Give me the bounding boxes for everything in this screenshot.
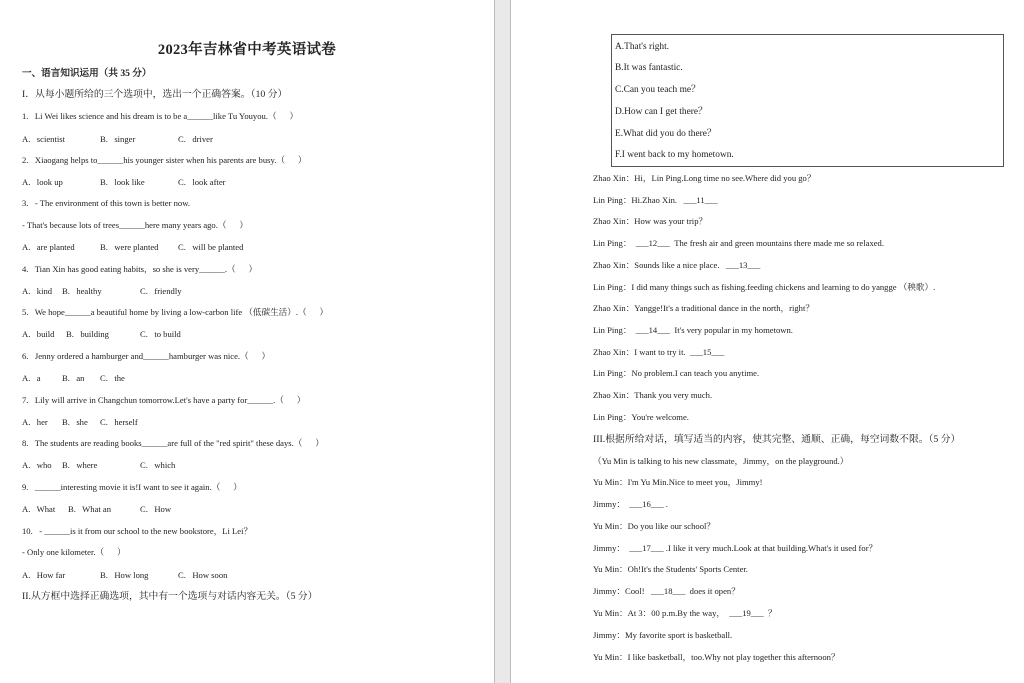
q7-option-b: B. she: [62, 417, 88, 427]
dialog-line: Yu Min：I like basketball，too.Why not play together this afternoon？: [593, 652, 840, 662]
dialog-line: Jimmy： ___16___ .: [593, 499, 668, 509]
dialog-line: Jimmy：Cool! ___18___ does it open？: [593, 586, 740, 596]
question-5: 5. We hope______a beautiful home by living a low-carbon life （低碳生活）.（ ）: [22, 307, 329, 317]
q7-option-a: A. her: [22, 417, 48, 427]
q4-option-b: B. healthy: [62, 286, 102, 296]
dialog-line: Lin Ping：I did many things such as fishing.feeding chickens and learning to do yangge （秧歌）.: [593, 282, 936, 292]
q9-option-c: C. How: [140, 504, 172, 514]
q10-option-c: C. How soon: [178, 570, 228, 580]
q5-option-b: B. building: [66, 329, 109, 339]
question-9: 9. ______interesting movie it is!I want to see it again.（ ）: [22, 482, 242, 492]
dialog-line: Zhao Xin：I want to try it. ___15___: [593, 347, 725, 357]
q4-option-a: A. kind: [22, 286, 53, 296]
q10-option-b: B. How long: [100, 570, 149, 580]
q7-option-c: C. herself: [100, 417, 138, 427]
dialog-line: Zhao Xin：Thank you very much.: [593, 390, 713, 400]
dialog-line: Jimmy：My favorite sport is basketball.: [593, 630, 733, 640]
exam-title: 2023年吉林省中考英语试卷: [157, 42, 337, 58]
dialog-line: Zhao Xin：Hi，Lin Ping.Long time no see.Where did you go？: [593, 173, 816, 183]
question-4: 4. Tian Xin has good eating habits，so she is very______.（ ）: [22, 264, 258, 274]
dialog-line: Lin Ping： ___14___ It's very popular in my hometown.: [593, 325, 793, 335]
q9-option-a: A. What: [22, 504, 56, 514]
box-option-e: E.What did you do there？: [615, 129, 717, 139]
question-8: 8. The students are reading books______are full of the "red spirit" these days.（ ）: [22, 438, 324, 448]
box-option-a: A.That's right.: [615, 42, 670, 52]
dialog-line: Zhao Xin：Sounds like a nice place. ___13___: [593, 260, 761, 270]
scene-description: （Yu Min is talking to his new classmate，Jimmy，on the playground.）: [593, 456, 849, 466]
q4-option-c: C. friendly: [140, 286, 182, 296]
box-option-f: F.I went back to my hometown.: [615, 150, 734, 160]
dialog-line: Lin Ping：You're welcome.: [593, 412, 689, 422]
question-3-line-2: - That's because lots of trees______here many years ago.（ ）: [22, 220, 248, 230]
q3-option-c: C. will be planted: [178, 242, 244, 252]
q5-option-c: C. to build: [140, 329, 181, 339]
question-7: 7. Lily will arrive in Changchun tomorrow.Let's have a party for______.（ ）: [22, 395, 306, 405]
q1-option-a: A. scientist: [22, 134, 65, 144]
box-option-c: C.Can you teach me？: [615, 85, 701, 95]
q1-option-c: C. driver: [178, 134, 213, 144]
box-option-b: B.It was fantastic.: [615, 63, 683, 73]
dialog-line: Yu Min：Do you like our school？: [593, 521, 715, 531]
q3-option-b: B. were planted: [100, 242, 159, 252]
question-2: 2. Xiaogang helps to______his younger sister when his parents are busy.（ ）: [22, 155, 307, 165]
q9-option-b: B. What an: [68, 504, 112, 514]
dialog-line: Yu Min：At 3：00 p.m.By the way， ___19___ ？: [593, 608, 777, 618]
dialog-line: Lin Ping：No problem.I can teach you anytime.: [593, 368, 760, 378]
q8-option-c: C. which: [140, 460, 176, 470]
dialog-line: Jimmy： ___17___ .I like it very much.Look at that building.What's it used for？: [593, 543, 878, 553]
q6-option-b: B. an: [62, 373, 85, 383]
options-box: [611, 34, 1004, 167]
q5-option-a: A. build: [22, 329, 55, 339]
q8-option-a: A. who: [22, 460, 52, 470]
q10-option-a: A. How far: [22, 570, 66, 580]
q8-option-b: B. where: [62, 460, 98, 470]
question-6: 6. Jenny ordered a hamburger and______hamburger was nice.（ ）: [22, 351, 271, 361]
dialog-line: Yu Min：Oh!It's the Students' Sports Center.: [593, 564, 748, 574]
question-10-line-2: - Only one kilometer.（ ）: [22, 547, 126, 557]
q2-option-b: B. look like: [100, 177, 145, 187]
q6-option-a: A. a: [22, 373, 41, 383]
dialog-line: Lin Ping：Hi.Zhao Xin. ___11___: [593, 195, 718, 205]
q2-option-a: A. look up: [22, 177, 63, 187]
page-divider: [494, 0, 495, 683]
part-three-heading: III.根据所给对话，填写适当的内容，使其完整、通顺、正确，每空词数不限。（5 分）: [593, 434, 961, 445]
question-1: 1. Li Wei likes science and his dream is to be a______like Tu Youyou.（ ）: [22, 111, 299, 121]
box-option-d: D.How can I get there？: [615, 107, 708, 117]
dialog-line: Zhao Xin：How was your trip？: [593, 216, 708, 226]
part-one-heading: I．从每小题所给的三个选项中，选出一个正确答案。（10 分）: [22, 89, 288, 100]
section-heading: 一、语言知识运用（共 35 分）: [22, 68, 152, 79]
dialog-line: Lin Ping： ___12___ The fresh air and green mountains there made me so relaxed.: [593, 238, 884, 248]
dialog-line: Yu Min：I'm Yu Min.Nice to meet you，Jimmy!: [593, 477, 763, 487]
part-two-heading: II.从方框中选择正确选项，其中有一个选项与对话内容无关。（5 分）: [22, 591, 318, 602]
question-10: 10. - ______is it from our school to the new bookstore，Li Lei？: [22, 526, 253, 536]
q6-option-c: C. the: [100, 373, 125, 383]
q2-option-c: C. look after: [178, 177, 226, 187]
q1-option-b: B. singer: [100, 134, 136, 144]
dialog-line: Zhao Xin：Yangge!It's a traditional dance in the north，right？: [593, 303, 814, 313]
left-page: [0, 0, 494, 683]
q3-option-a: A. are planted: [22, 242, 75, 252]
question-3: 3. - The environment of this town is better now.: [22, 198, 191, 208]
